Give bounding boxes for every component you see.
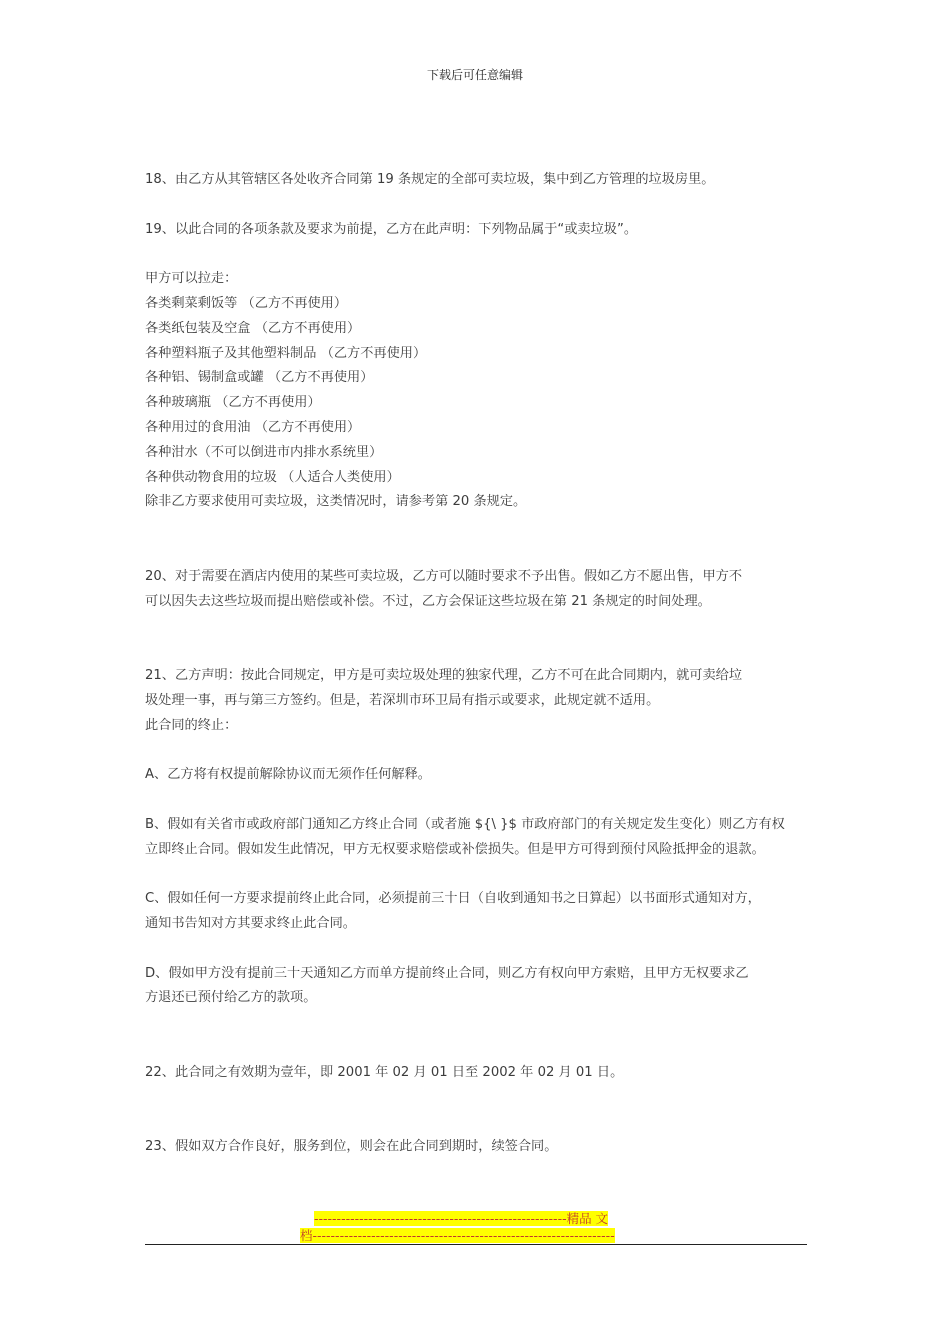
document-body xyxy=(145,168,815,1160)
clause-d-line-1: D、假如甲方没有提前三十天通知乙方而单方提前终止合同，则乙方有权向甲方索赔，且甲方无权要求乙 xyxy=(145,965,749,981)
footer-divider xyxy=(145,1244,807,1245)
list-title: 甲方可以拉走： xyxy=(145,271,238,287)
clause-20-line-1: 20、对于需要在酒店内使用的某些可卖垃圾，乙方可以随时要求不予出售。假如乙方不愿出售，甲方不 xyxy=(145,568,743,584)
clause-a: A、乙方将有权提前解除协议而无须作任何解释。 xyxy=(145,767,431,783)
clause-c-line-2: 通知书告知对方其要求终止此合同。 xyxy=(145,915,356,931)
list-item: 各种塑料瓶子及其他塑料制品 （乙方不再使用） xyxy=(145,345,427,361)
list-item: 除非乙方要求使用可卖垃圾，这类情况时，请参考第 20 条规定。 xyxy=(145,494,527,510)
clause-19: 19、以此合同的各项条款及要求为前提，乙方在此声明：下列物品属于“或卖垃圾”。 xyxy=(145,221,638,237)
clause-23: 23、假如双方合作良好，服务到位，则会在此合同到期时，续签合同。 xyxy=(145,1139,558,1155)
list-item: 各种泔水（不可以倒进市内排水系统里） xyxy=(145,444,383,460)
clause-b-line-1: B、假如有关省市或政府部门通知乙方终止合同（或者施 ${\ }$ 市政府部门的有关规定发生变化）则乙方有权 xyxy=(145,816,785,832)
clause-21-line-1: 21、乙方声明：按此合同规定，甲方是可卖垃圾处理的独家代理，乙方不可在此合同期内，就可卖给垃 xyxy=(145,667,743,683)
footer-watermark-line-1: --------------------------------------------------------精品 文 xyxy=(314,1211,609,1226)
clause-22: 22、此合同之有效期为壹年，即 2001 年 02 月 01 日至 2002 年 02 月 01 日。 xyxy=(145,1064,624,1080)
clause-21-line-2: 圾处理一事，再与第三方签约。但是，若深圳市环卫局有指示或要求，此规定就不适用。 xyxy=(145,692,660,708)
clause-d-line-2: 方退还已预付给乙方的款项。 xyxy=(145,990,317,1006)
page-header: 下载后可任意编辑 xyxy=(426,68,523,82)
clause-18: 18、由乙方从其管辖区各处收齐合同第 19 条规定的全部可卖垃圾，集中到乙方管理的垃圾房里。 xyxy=(145,172,715,187)
list-item: 各种铝、锡制盒或罐 （乙方不再使用） xyxy=(145,370,374,386)
footer-watermark-line-2: 档------------------------------------------------------------------- xyxy=(300,1228,615,1243)
list-item: 各种用过的食用油 （乙方不再使用） xyxy=(145,419,361,435)
list-item: 各类剩菜剩饭等 （乙方不再使用） xyxy=(145,295,348,311)
clause-20-line-2: 可以因失去这些垃圾而提出赔偿或补偿。不过，乙方会保证这些垃圾在第 21 条规定的时间处理。 xyxy=(145,593,711,609)
clause-b-line-2: 立即终止合同。假如发生此情况，甲方无权要求赔偿或补偿损失。但是甲方可得到预付风险抵押金的退款。 xyxy=(145,841,765,857)
list-item: 各类纸包装及空盒 （乙方不再使用） xyxy=(145,320,361,336)
list-item: 各种供动物食用的垃圾 （人适合人类使用） xyxy=(145,469,400,485)
clause-c-line-1: C、假如任何一方要求提前终止此合同，必须提前三十日（自收到通知书之日算起）以书面形式通知对方， xyxy=(145,891,761,907)
list-item: 各种玻璃瓶 （乙方不再使用） xyxy=(145,395,321,411)
termination-title: 此合同的终止： xyxy=(145,717,238,733)
